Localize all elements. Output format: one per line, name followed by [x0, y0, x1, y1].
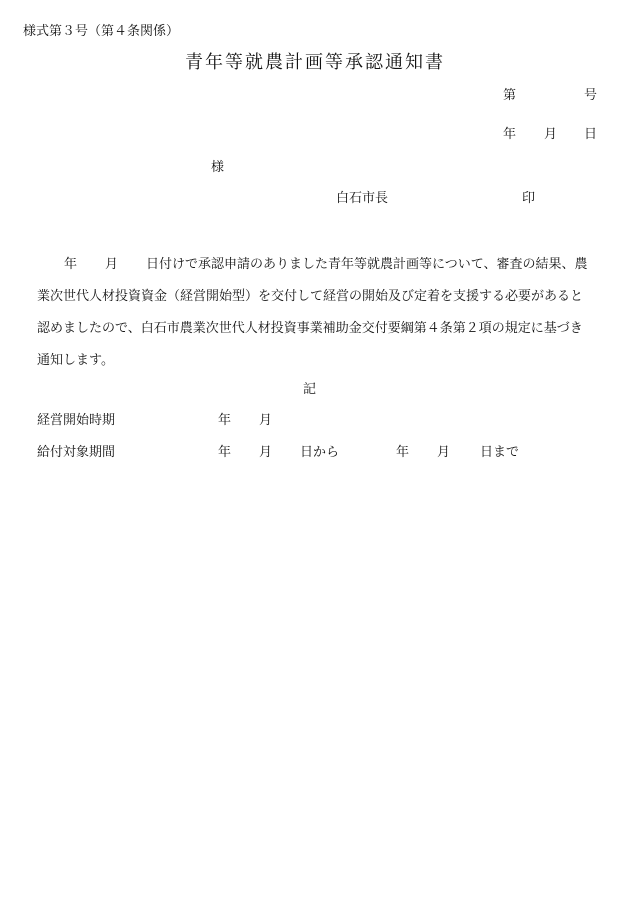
issuer-name: 白石市長 [336, 191, 389, 206]
form-number-label: 様式第３号（第４条関係） [23, 24, 180, 39]
management-start-year: 年 [218, 413, 232, 428]
benefit-period-start-month: 月 [259, 445, 273, 460]
notification-body [37, 249, 602, 377]
management-start-label: 経営開始時期 [37, 413, 116, 428]
date-day-label: 日 [584, 127, 598, 142]
benefit-period-start-year: 年 [218, 445, 232, 460]
body-line-1: 年 月 日付けで承認申請のありました青年等就農計画等について、審査の結果、農 [64, 257, 588, 272]
body-line-3: 認めましたので、白石市農業次世代人材投資事業補助金交付要綱第４条第２項の規定に基づき [37, 321, 583, 336]
benefit-period-end-month: 月 [437, 445, 451, 460]
document-number-prefix: 第 [503, 88, 517, 103]
body-line-2: 業次世代人材投資資金（経営開始型）を交付して経営の開始及び定着を支援する必要があると [37, 289, 584, 304]
body-line-4: 通知します。 [37, 353, 114, 368]
date-month-label: 月 [544, 127, 558, 142]
document-title: 青年等就農計画等承認通知書 [185, 52, 445, 73]
benefit-period-start-day: 日から [300, 445, 340, 460]
document-number-suffix: 号 [584, 88, 598, 103]
seal-mark: 印 [522, 191, 536, 206]
addressee-honorific: 様 [211, 160, 225, 175]
notation-heading: 記 [303, 382, 317, 397]
benefit-period-label: 給付対象期間 [37, 445, 116, 460]
management-start-month: 月 [259, 413, 273, 428]
benefit-period-end-day: 日まで [480, 445, 520, 460]
date-year-label: 年 [503, 127, 517, 142]
benefit-period-end-year: 年 [396, 445, 410, 460]
